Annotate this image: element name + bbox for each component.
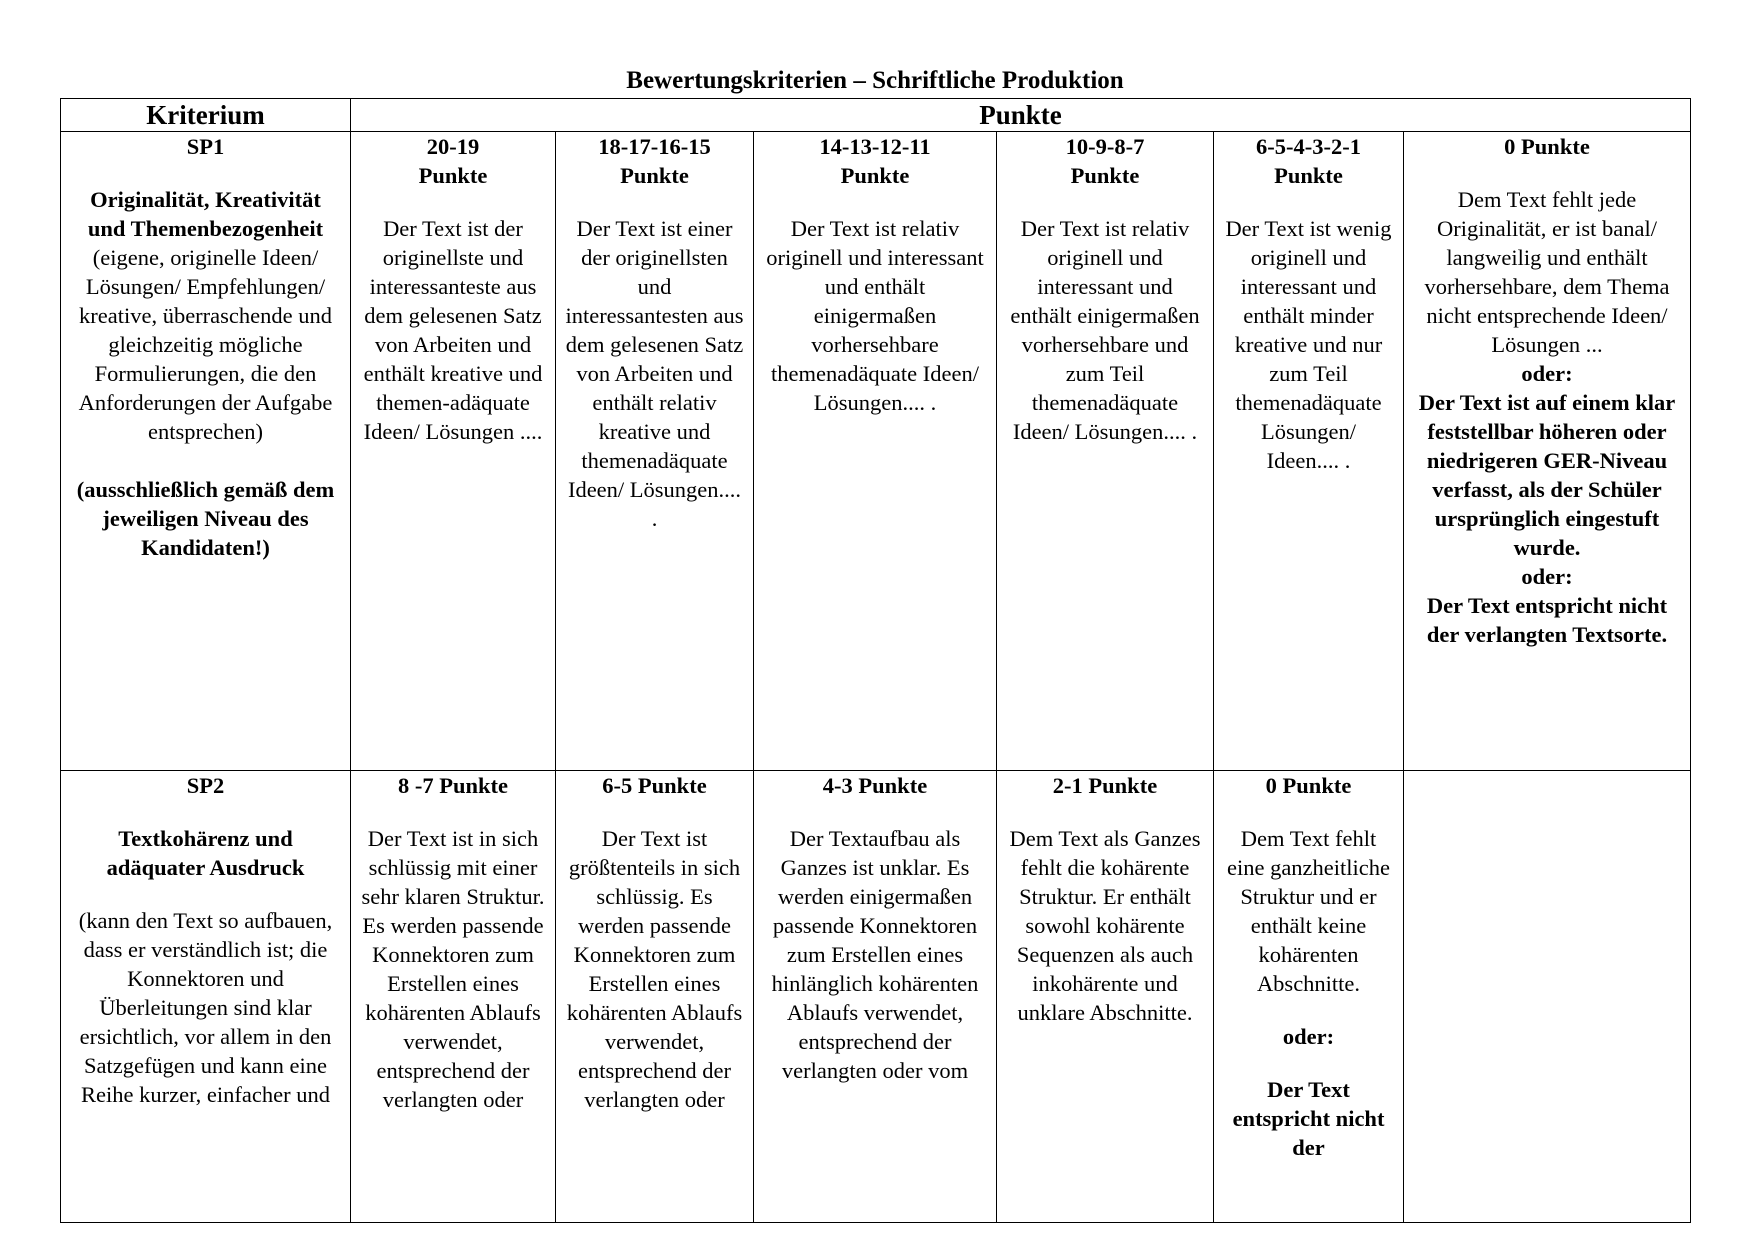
or-label: oder: bbox=[1521, 564, 1573, 589]
level-cell bbox=[997, 132, 1214, 771]
level-cell-zero bbox=[1404, 132, 1691, 771]
level-description: Der Text ist relativ originell und interessant und enthält einigermaßen vorhersehbare und zum Teil themenadäquate Ideen/ Lösungen.... . bbox=[1010, 216, 1200, 444]
level-alternative: Der Text entspricht nicht der verlangten Textsorte. bbox=[1426, 593, 1668, 647]
level-range: 10-9-8-7 bbox=[1065, 134, 1145, 159]
rubric-table bbox=[60, 98, 1691, 1223]
level-unit: Punkte bbox=[840, 163, 910, 188]
criterion-description: (kann den Text so aufbauen, dass er verständlich ist; die Konnektoren und Überleitungen sind klar ersichtlich, vor allem in den Satzgefügen und kann eine Reihe kurzer, einfacher und bbox=[78, 908, 333, 1107]
level-alternative: Der Text ist auf einem klar feststellbar höheren oder niedrigeren GER-Niveau verfasst, als der Schüler ursprünglich eingestuft wurde. bbox=[1418, 390, 1676, 560]
level-cell bbox=[556, 771, 754, 1223]
empty-cell bbox=[1404, 771, 1691, 1223]
level-cell bbox=[754, 132, 997, 771]
header-criterion: Kriterium bbox=[61, 99, 351, 132]
or-label: oder: bbox=[1282, 1024, 1335, 1049]
level-description: Der Text ist wenig originell und interessant und enthält minder kreative und nur zum Teil themenadäquate Lösungen/ Ideen.... . bbox=[1225, 216, 1392, 473]
level-cell bbox=[556, 132, 754, 771]
level-label: 2-1 Punkte bbox=[1052, 773, 1158, 798]
level-label: 0 Punkte bbox=[1504, 134, 1590, 159]
level-cell bbox=[351, 771, 556, 1223]
level-label: 4-3 Punkte bbox=[822, 773, 928, 798]
level-description: Der Text ist der originellste und interessanteste aus dem gelesenen Satz von Arbeiten und enthält kreative und themen-adäquate Ideen/ Lösungen .... bbox=[363, 216, 543, 444]
or-label: oder: bbox=[1521, 361, 1573, 386]
level-unit: Punkte bbox=[620, 163, 689, 188]
level-label: 0 Punkte bbox=[1265, 773, 1352, 798]
level-description: Dem Text als Ganzes fehlt die kohärente Struktur. Er enthält sowohl kohärente Sequenzen als auch inkohärente und unklare Abschnitte. bbox=[1009, 826, 1201, 1025]
criterion-row-sp2 bbox=[61, 771, 1691, 1223]
criterion-cell-sp1 bbox=[61, 132, 351, 771]
level-description: Der Text ist einer der originellsten und interessantesten aus dem gelesenen Satz von Arbeiten und enthält relativ kreative und themenadäquate Ideen/ Lösungen.... . bbox=[565, 216, 744, 531]
criterion-note: (ausschließlich gemäß dem jeweiligen Niveau des Kandidaten!) bbox=[76, 477, 335, 560]
level-label: 6-5 Punkte bbox=[602, 773, 707, 798]
level-description: Dem Text fehlt eine ganzheitliche Struktur und er enthält keine kohärenten Abschnitte. bbox=[1226, 826, 1391, 996]
level-label: 8 -7 Punkte bbox=[397, 773, 508, 798]
level-cell bbox=[351, 132, 556, 771]
level-description: Der Text ist relativ originell und interessant und enthält einigermaßen vorhersehbare themenadäquate Ideen/ Lösungen.... . bbox=[766, 216, 984, 415]
document-title: Bewertungskriterien – Schriftliche Produktion bbox=[626, 67, 1124, 94]
level-cell bbox=[1214, 132, 1404, 771]
criterion-name: Textkohärenz und adäquater Ausdruck bbox=[106, 826, 305, 880]
level-unit: Punkte bbox=[1070, 163, 1140, 188]
level-cell bbox=[997, 771, 1214, 1223]
level-description: Dem Text fehlt jede Originalität, er ist banal/ langweilig und enthält vorhersehbare, dem Thema nicht entsprechende Ideen/ Lösungen ... bbox=[1424, 187, 1670, 357]
level-cell-zero bbox=[1214, 771, 1404, 1223]
criterion-description: (eigene, originelle Ideen/ Lösungen/ Empfehlungen/ kreative, überraschende und gleichzeitig mögliche Formulierungen, die den Anforderungen der Aufgabe entsprechen) bbox=[78, 245, 333, 444]
level-cell bbox=[754, 771, 997, 1223]
level-unit: Punkte bbox=[1274, 163, 1343, 188]
level-range: 18-17-16-15 bbox=[598, 134, 711, 159]
criterion-id: SP2 bbox=[186, 773, 225, 798]
level-description: Der Text ist in sich schlüssig mit einer sehr klaren Struktur. Es werden passende Konnektoren zum Erstellen eines kohärenten Ablaufs verwendet, entsprechend der verlangten oder bbox=[361, 826, 545, 1112]
level-description: Der Text ist größtenteils in sich schlüssig. Es werden passende Konnektoren zum Erstellen eines kohärenten Ablaufs verwendet, entsprechend der verlangten oder bbox=[566, 826, 743, 1112]
header-points: Punkte bbox=[351, 99, 1691, 132]
criterion-row-sp1 bbox=[61, 132, 1691, 771]
level-range: 20-19 bbox=[426, 134, 480, 159]
criterion-cell-sp2 bbox=[61, 771, 351, 1223]
level-description: Der Textaufbau als Ganzes ist unklar. Es werden einigermaßen passende Konnektoren zum Erstellen eines hinlänglich kohärenten Ablaufs verwendet, entsprechend der verlangten oder vom bbox=[771, 826, 979, 1083]
level-alternative: Der Text entspricht nicht der bbox=[1232, 1077, 1385, 1160]
level-range: 14-13-12-11 bbox=[819, 134, 931, 159]
level-unit: Punkte bbox=[418, 163, 488, 188]
header-row bbox=[61, 99, 1691, 132]
criterion-name: Originalität, Kreativität und Themenbezogenheit bbox=[87, 187, 324, 241]
level-range: 6-5-4-3-2-1 bbox=[1256, 134, 1361, 159]
criterion-id: SP1 bbox=[186, 134, 225, 159]
